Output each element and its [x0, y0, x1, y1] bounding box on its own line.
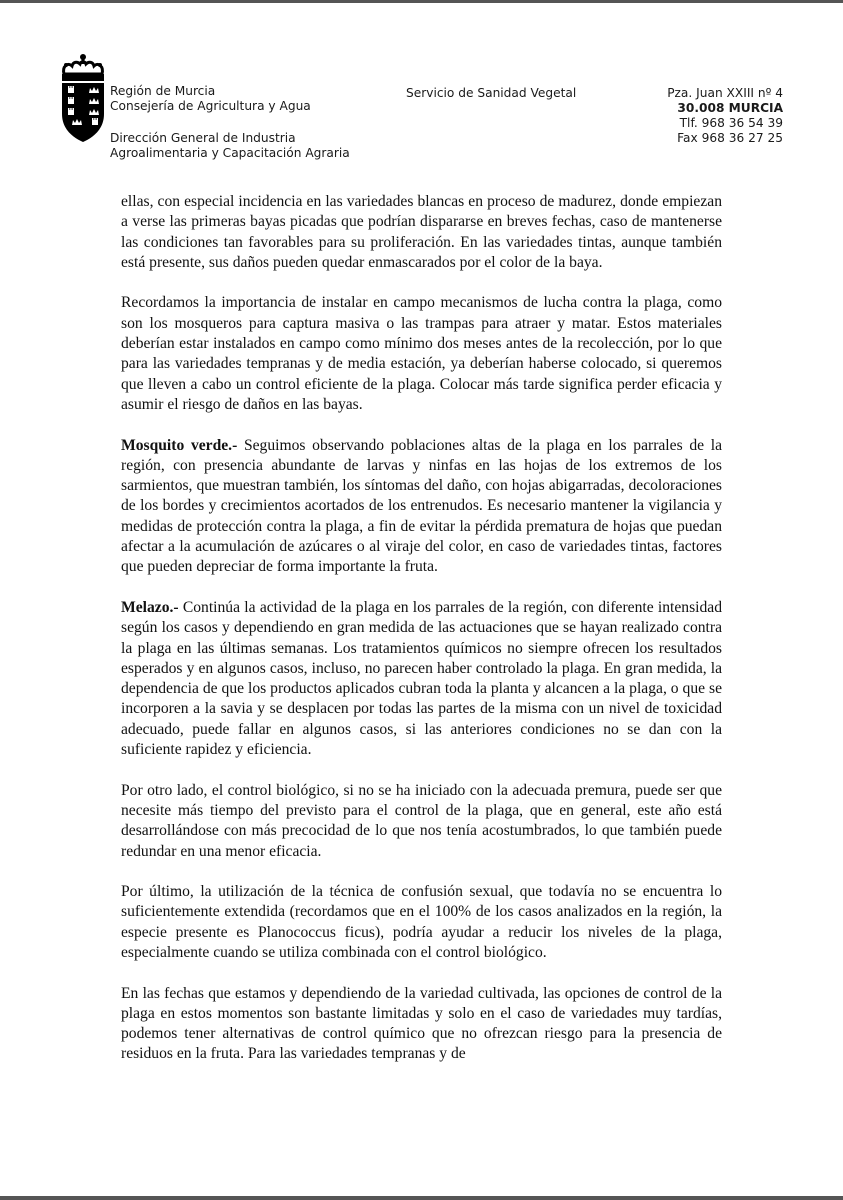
paragraph-mating-disruption: Por último, la utilización de la técnica de confusión sexual, que todavía no se encuentra lo suficientemente extendida (recordamos que en el 100% de los casos analizados en la región, la especie presente es Planococcus ficus), podría ayudar a reducir los niveles de la plaga, especialmente cuando se utiliza combinada con el control biológico. [121, 883, 722, 961]
region-name: Región de Murcia [110, 84, 216, 98]
top-page-border [0, 0, 843, 3]
header-address [610, 86, 783, 146]
paragraph-text-green-leafhopper: Seguimos observando poblaciones altas de la plaga en los parrales de la región, con presencia abundante de larvas y ninfas en las hojas de los extremos de los sarmientos, que muestran también, los síntomas del daño, con hojas abigarradas, decoloraciones de los bordes y crecimientos acortados de los entrenudos. Es necesario mantener la vigilancia y medidas de protección contra la plaga, a fin de evitar la pérdida prematura de hojas que puedan afectar a la acumulación de azúcares o al viraje del color, en caso de variedades tintas, factores que pueden depreciar de forma importante la fruta. [121, 436, 722, 576]
header-directorate [110, 131, 350, 161]
region-coat-of-arms-icon [58, 52, 108, 144]
address-city: 30.008 MURCIA [677, 101, 783, 115]
section-title-green-leafhopper: Mosquito verde.- [121, 436, 238, 454]
paragraph-mealybug [121, 598, 722, 760]
directorate-line-1: Dirección General de Industria [110, 131, 296, 145]
document-body [121, 192, 722, 1085]
ministry-name: Consejería de Agricultura y Agua [110, 99, 311, 113]
section-title-mealybug: Melazo.- [121, 598, 179, 616]
paragraph-ripening-damage: ellas, con especial incidencia en las variedades blancas en proceso de madurez, donde empiezan a verse las primeras bayas picadas que podrían dispararse en breves fechas, caso de mantenerse las condiciones tan favorables para su proliferación. En las variedades tintas, aunque también está presente, sus daños pueden quedar enmascarados por el color de la baya. [121, 193, 722, 271]
paragraph-biological-control: Por otro lado, el control biológico, si no se ha iniciado con la adecuada premura, puede ser que necesite más tiempo del previsto para el control de la plaga, que en general, este año está desarrollándose con más precocidad de lo que nos tenía acostumbrados, lo que también puede redundar en una menor eficacia. [121, 781, 722, 860]
address-phone: Tlf. 968 36 54 39 [679, 116, 783, 130]
paragraph-control-options: En las fechas que estamos y dependiendo de la variedad cultivada, las opciones de control de la plaga en estos momentos son bastante limitadas y solo en el caso de variedades muy tardías, podemos tener alternativas de control químico que no ofrezcan riesgo para la presencia de residuos en la fruta. Para las variedades tempranas y de [121, 984, 722, 1063]
address-street: Pza. Juan XXIII nº 4 [667, 86, 783, 100]
directorate-line-2: Agroalimentaria y Capacitación Agraria [110, 146, 350, 160]
address-fax: Fax 968 36 27 25 [677, 131, 783, 145]
service-name: Servicio de Sanidad Vegetal [406, 86, 577, 100]
paragraph-green-leafhopper [121, 436, 722, 578]
paragraph-trap-recommendation: Recordamos la importancia de instalar en campo mecanismos de lucha contra la plaga, como son los mosqueros para captura masiva o las trampas para atraer y matar. Estos materiales deberían estar instalados en campo como mínimo dos meses antes de la recolección, por lo que para las variedades tempranas y de media estación, ya deberían haberse colocado, si queremos que lleven a cabo un control eficiente de la plaga. Colocar más tarde significa perder eficacia y asumir el riesgo de daños en las bayas. [121, 294, 722, 413]
paragraph-text-mealybug: Continúa la actividad de la plaga en los parrales de la región, con diferente intensidad según los casos y dependiendo en gran medida de las actuaciones que se hayan realizado contra la plaga en las últimas semanas. Los tratamientos químicos no siempre ofrecen los resultados esperados y en algunos casos, incluso, no parecen haber controlado la plaga. En gran medida, la dependencia de que los productos aplicados cubran toda la planta y alcancen a la plaga, o que se incorporen a la savia y se desplacen por todas las partes de la misma con un nivel de toxicidad adecuado, puede fallar en algunos casos, si las anteriores condiciones no se dan con la suficiente rapidez y eficiencia. [121, 598, 722, 759]
bottom-page-border [0, 1196, 843, 1200]
header-organization [110, 84, 311, 114]
